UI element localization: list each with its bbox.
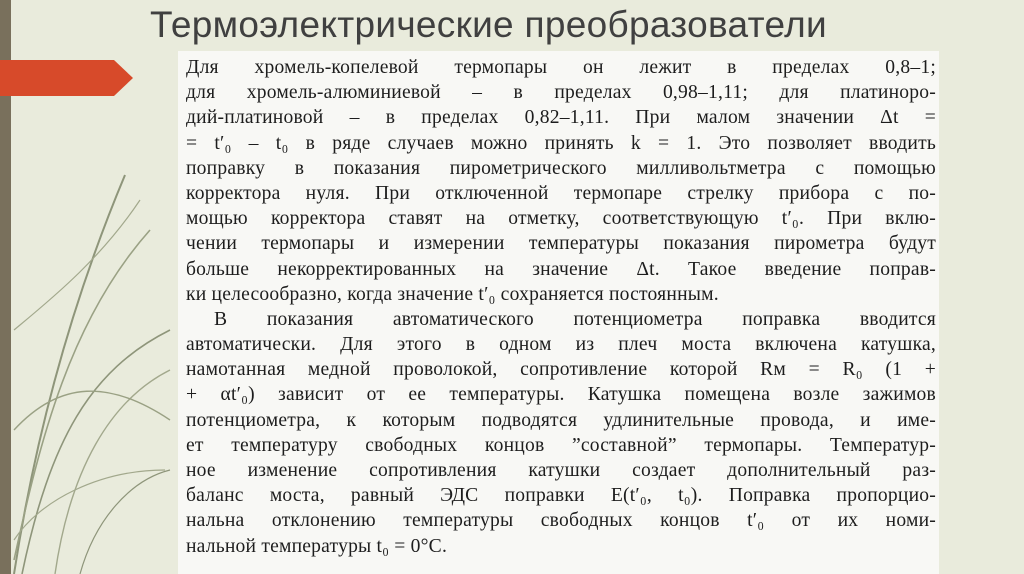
text-line: для хромель-алюминиевой – в пределах 0,98–1,11; для платиноро- [186, 82, 936, 104]
text-line: Для хромель-копелевой термопары он лежит в пределах 0,8–1; [186, 57, 936, 78]
text-line: чении термопары и измерении температуры показания пирометра будут [186, 233, 936, 255]
text-line: намотанная медной проволокой, сопротивление которой Rм = R₀ (1 + [186, 359, 936, 381]
orange-arrow-icon [0, 58, 134, 98]
text-line: мощью корректора ставят на отметку, соответствующую t′₀. При вклю- [186, 208, 936, 230]
text-line: поправку в показания пирометрического милливольтметра с помощью [186, 157, 936, 179]
slide-title: Термоэлектрические преобразователи [150, 4, 827, 45]
text-line: корректора нуля. При отключенной термопаре стрелку прибора с по- [186, 182, 936, 204]
text-line: потенциометра, к которым подводятся удлинительные провода, и име- [186, 409, 936, 431]
text-line: В показания автоматического потенциометра поправка вводится [214, 308, 936, 330]
document-text [186, 55, 936, 559]
text-line: дий-платиновой – в пределах 0,82–1,11. При малом значении Δt = [186, 107, 936, 129]
text-line: = t′₀ – t₀ в ряде случаев можно принять k = 1. Это позволяет вводить [186, 132, 936, 154]
text-line: баланс моста, равный ЭДС поправки E(t′₀, t₀). Поправка пропорцио- [186, 485, 936, 507]
text-line: нальна отклонению температуры свободных концов t′₀ от их номи- [186, 510, 936, 532]
text-line: ки целесообразно, когда значение t′₀ сохраняется постоянным. [186, 283, 719, 305]
text-line: ет температуру свободных концов ”составной” термопары. Температур- [186, 434, 936, 456]
text-line: ное изменение сопротивления катушки создает дополнительный раз- [186, 460, 936, 481]
text-line: автоматически. Для этого в одном из плеч моста включена катушка, [186, 334, 936, 356]
text-line: больше некорректированных на значение Δt. Такое введение поправ- [186, 258, 936, 280]
text-line: нальной температуры t₀ = 0°C. [186, 535, 448, 557]
text-line: + αt′₀) зависит от ее температуры. Катушка помещена возле зажимов [186, 384, 936, 406]
